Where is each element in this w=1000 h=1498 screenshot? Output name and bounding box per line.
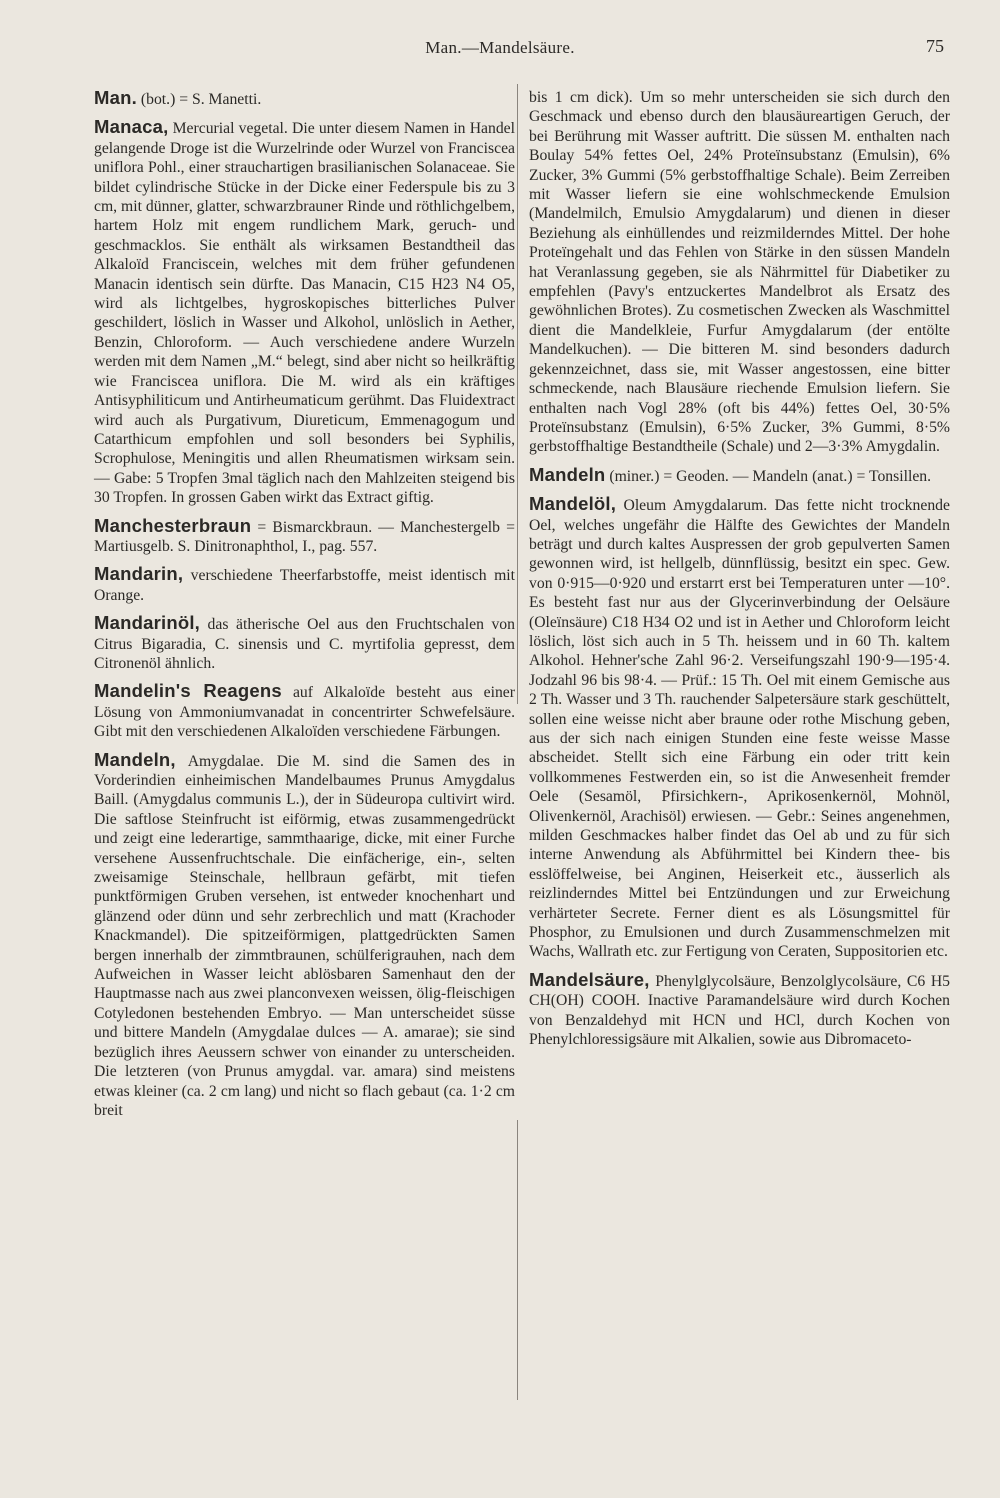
entry-text: das ätherische Oel aus den Fruchtschalen von Citrus Bigaradia, C. sinensis und C. myrtifolia gepresst, dem Citronenöl ähnlich. <box>94 616 515 672</box>
entry-mandelsaeure <box>529 970 950 1050</box>
entry-lemma: Mandeln, <box>94 748 176 770</box>
entry-text: Amygdalae. Die M. sind die Samen des in Vorderindien einheimischen Mandelbaumes Prunus Amygdalus Baill. (Amygdalus communis L.), der in Südeuropa cultivirt wird. Die saftlose Steinfrucht ist eiförmig, etwas zusammengedrückt und zeigt eine lederartige, sammthaarige, dicke, mit einer Furche versehene Aussenfruchtschale. Die einfächerige, ein-, selten zweisamige Steinschale, hellbraun gefärbt, mit tiefen punktförmigen Gruben versehen, ist entweder knochenhart und glänzend oder dünn und sehr zerbrechlich und matt (Krachoder Knackmandel). Die spitzeiförmigen, plattgedrückten Samen bergen innerhalb der zimmtbraunen, schülferigrauhen, nach dem Aufweichen in Wasser leicht ablösbaren Samenhaut den der Hauptmasse nach aus zwei planconvexen weissen, ölig-fleischigen Cotyledonen bestehenden Embryo. — Man unterscheidet süsse und bittere Mandeln (Amygdalae dulces — A. amarae); sie sind bezüglich ihres Aeussern schwer von einander zu unterscheiden. Die letzteren (von Prunus amygdal. var. amara) sind meistens etwas kleiner (ca. 2 cm lang) und nicht so flach gebaut (ca. 1·2 cm breit <box>94 752 515 1119</box>
entry-mandeln-continued <box>529 88 950 457</box>
entry-mandarin <box>94 564 515 605</box>
entry-manaca <box>94 117 515 507</box>
entry-text: Phenylglycolsäure, Benzolglycolsäure, C6 H5 CH(OH) COOH. Inactive Paramandelsäure wird durch Kochen von Benzaldehyd mit HCN und HCl, durch Kochen von Phenylchloressigsäure mit Alkalien, sowie aus Dibromaceto- <box>529 972 950 1049</box>
entry-lemma: Man. <box>94 87 137 108</box>
running-head: Man.—Mandelsäure. <box>425 38 575 57</box>
left-column <box>94 88 515 1120</box>
entry-lemma: Mandarinöl, <box>94 612 201 634</box>
entry-man <box>94 88 515 109</box>
entry-text: = Bismarckbraun. — Manchestergelb = Martiusgelb. S. Dinitronaphthol, I., pag. 557. <box>94 518 515 555</box>
entry-lemma: Mandeln <box>529 463 606 485</box>
entry-lemma: Mandelsäure, <box>529 968 650 990</box>
right-column <box>529 88 950 1050</box>
entry-lemma: Manchesterbraun <box>94 514 252 536</box>
column-divider <box>517 84 518 704</box>
entry-lemma: Mandarin, <box>94 563 184 585</box>
entry-manchesterbraun <box>94 516 515 557</box>
entry-text: (bot.) = S. Manetti. <box>136 91 262 108</box>
entry-lemma: Mandelin's Reagens <box>94 680 282 702</box>
entry-mandeln <box>94 750 515 1121</box>
entry-text: verschiedene Theerfarbstoffe, meist identisch mit Orange. <box>94 567 515 604</box>
entry-text: auf Alkaloïde besteht aus einer Lösung von Ammoniumvanadat in concentrirter Schwefelsäure. Gibt mit den verschiedenen Alkaloïden verschiedene Färbungen. <box>94 684 515 741</box>
entry-mandelins-reagens <box>94 681 515 741</box>
page-number: 75 <box>926 36 944 56</box>
entry-lemma: Mandelöl, <box>529 493 617 515</box>
entry-mandeloel <box>529 494 950 962</box>
column-divider <box>517 1120 518 1400</box>
entry-mandarinoel <box>94 613 515 673</box>
entry-lemma: Manaca, <box>94 116 169 138</box>
entry-text: (miner.) = Geoden. — Mandeln (anat.) = Tonsillen. <box>605 467 932 485</box>
entry-mandeln-miner <box>529 465 950 486</box>
entry-text: Oleum Amygdalarum. Das fette nicht trocknende Oel, welches ungefähr die Hälfte des Gewichtes der Mandeln beträgt und durch kaltes Auspressen der grob gepulverten Samen gewonnen wird, ist hellgelb, dünnflüssig, besitzt ein spec. Gew. von 0·915—0·920 und erstarrt erst bei Temperaturen unter —10°. Es besteht fast nur aus der Glycerinverbindung der Oelsäure (Oleïnsäure) C18 H34 O2 und ist in Aether und Chloroform leicht löslich, löst sich auch in 5 Th. heissem und in 60 Th. kaltem Alkohol. Hehner'sche Zahl 96·2. Verseifungszahl 190·9—195·4. Jodzahl 96 bis 98·4. — Prüf.: 15 Th. Oel mit einem Gemische aus 2 Th. Wasser und 3 Th. rauchender Salpetersäure stark geschüttelt, sollen eine weisse nicht aber braune oder rothe Mischung geben, aus der sich nach einigen Stunden eine feste weisse Masse abscheidet. Stellt sich eine Färbung ein oder tritt kein vollkommenes Festwerden ein, so ist die Anwesenheit fremder Oele (Sesamöl, Pfirsichkern-, Aprikosenkernöl, Mohnöl, Olivenkernöl, Arachisöl) erwiesen. — Gebr.: Seines angenehmen, milden Geschmackes halber findet das Oel ab und zu für sich interne Anwendung als Abführmittel bei Kindern thee- bis esslöffelweise, bei Anginen, Heiserkeit etc., äusserlich als reizlinderndes Mittel bei Entzündungen und zur Erweichung verhärteter Secrete. Ferner dient es als Lösungsmittel für Phosphor, zu Emulsionen und durch Zusammenschmelzen mit Wachs, Wallrath etc. zur Fertigung von Ceraten, Suppositorien etc. <box>529 497 950 961</box>
entry-text: Mercurial vegetal. Die unter diesem Namen in Handel gelangende Droge ist die Wurzelrinde oder Wurzel von Franciscea uniflora Pohl., einer strauchartigen brasilianischen Solanaceae. Sie bildet cylindrische Stücke in der Dicke einer Federspule bis zu 3 cm, mit dünner, glatter, schwarzbrauner Rinde und röthlichgelbem, hartem Holz mit engem rundlichem Mark, geruch- und geschmacklos. Sie enthält als wirksamen Bestandtheil das Alkaloïd Franciscein, welches mit dem früher gefundenen Manacin identisch sein dürfte. Das Manacin, C15 H23 N4 O5, wird als lichtgelbes, hygroskopisches bitterliches Pulver geschildert, löslich in Wasser und Alkohol, unlöslich in Aether, Benzin, Chloroform. — Auch verschiedene andere Wurzeln werden mit dem Namen „M.“ belegt, sind aber nicht so heilkräftig wie Franciscea uniflora. Die M. wird als ein kräftiges Antisyphiliticum und Antirheumaticum gerühmt. Das Fluidextract wird auch als Purgativum, Diureticum, Emmenagogum und Catarthicum empfohlen und soll besonders bei Syphilis, Scrophulose, Meningitis und allen Rheumatismen wirksam sein. — Gabe: 5 Tropfen 3mal täglich nach den Mahlzeiten steigend bis 30 Tropfen. In grossen Gaben wirkt das Extract giftig. <box>94 120 515 507</box>
entry-text: bis 1 cm dick). Um so mehr unterscheiden sie sich durch den Geschmack und ebenso durch den blausäureartigen Geruch, der bei Berührung mit Wasser auftritt. Die süssen M. enthalten nach Boulay 54% fettes Oel, 24% Proteïnsubstanz (Emulsin), 6% Zucker, 3% Gummi (5% gerbstoffhaltige Schale). Beim Zerreiben mit Wasser liefern sie eine wohlschmeckende Emulsion (Mandelmilch, Emulsio Amygdalarum) und dienen in dieser Beziehung als einhüllendes und reizmilderndes Mittel. Der hohe Proteïngehalt und das Fehlen von Stärke in den süssen Mandeln hat Veranlassung gegeben, sie als Nährmittel für Diabetiker zu empfehlen (Pavy's entzuckertes Mandelbrot als Ersatz des gewöhnlichen Brotes). Zu cosmetischen Zwecken als Waschmittel dient die Mandelkleie, Furfur Amygdalarum (der entölte Mandelkuchen). — Die bitteren M. sind besonders dadurch gekennzeichnet, dass sie, mit Wasser angestossen, eine bitter schmeckende, nach Blausäure riechende Emulsion liefern. Sie enthalten nach Vogl 28% (oft bis 44%) fettes Oel, 30·5% Proteïnsubstanz (Emulsin), 6·5% Zucker, 3% Gummi, 8·5% gerbstoffhaltige Bestandtheile (Schale) und 2—3·3% Amygdalin. <box>529 89 950 456</box>
